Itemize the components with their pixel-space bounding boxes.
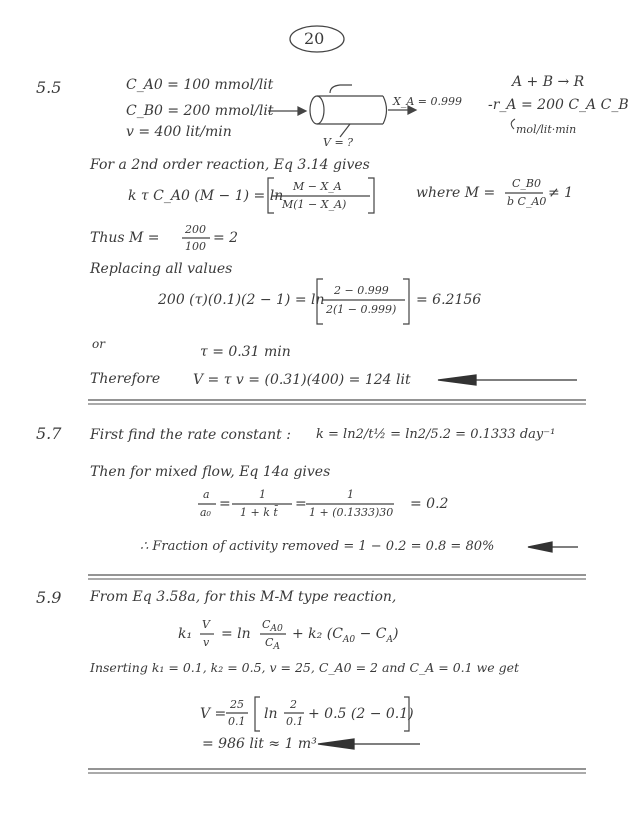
m-denominator: b C_A0 <box>507 195 547 208</box>
a-denominator: a₀ <box>200 506 211 519</box>
replacing-label: Replacing all values <box>90 261 233 277</box>
rep-lhs: 200 (τ)(0.1)(2 − 1) = ln <box>158 292 325 308</box>
v-result: = 986 lit ≈ 1 m³ <box>202 736 317 752</box>
v-frac-num: 25 <box>230 698 244 711</box>
ca-den: $C_A$ <box>265 636 281 653</box>
inserting-values: Inserting k₁ = 0.1, k₂ = 0.5, v = 25, C_A0 = 2 and C_A = 0.1 we get <box>90 660 520 675</box>
rate-constant-eq: k = ln2/t½ = ln2/5.2 = 0.1333 day⁻¹ <box>316 427 556 442</box>
m-not-equal: ≠ 1 <box>548 185 574 201</box>
mixed-frac2-num: 1 <box>347 488 354 501</box>
conversion: X_A = 0.999 <box>393 95 462 108</box>
v-lhs: V = <box>200 706 227 722</box>
v-rest: + 0.5 (2 − 0.1) <box>308 706 414 722</box>
k1: k₁ <box>178 626 193 642</box>
problem-label-5-9: 5.9 <box>36 588 62 607</box>
equals-2: = <box>295 496 307 512</box>
v-den: v <box>203 636 210 649</box>
a-numerator: a <box>203 488 210 501</box>
problem-label-5-5: 5.5 <box>36 78 62 97</box>
answer-arrow-icon <box>528 542 578 552</box>
equals-1: = <box>219 496 231 512</box>
v-ln-den: 0.1 <box>286 715 304 728</box>
v-frac-den: 0.1 <box>228 715 246 728</box>
rate-units-hook <box>511 119 515 129</box>
mixed-frac1-den: 1 + k t̄ <box>240 506 278 519</box>
rate-law: -r_A = 200 C_A C_B <box>488 97 629 113</box>
m-where: where M = <box>416 185 496 201</box>
page-number: 20 <box>304 29 325 48</box>
given-flow: v = 400 lit/min <box>126 124 232 140</box>
v-left-bracket <box>255 697 260 731</box>
v-ln: ln <box>264 706 278 722</box>
reaction: A + B → R <box>512 74 585 90</box>
ca0-num: $C_{A0}$ <box>262 618 283 635</box>
v-ln-num: 2 <box>290 698 297 711</box>
mixed-frac1-num: 1 <box>259 488 266 501</box>
thus-label: Thus M = <box>90 230 160 246</box>
mixed-frac2-den: 1 + (0.1333)30 <box>309 506 394 519</box>
eq314-intro: For a 2nd order reaction, Eq 3.14 gives <box>90 157 370 173</box>
plug-flow-reactor-icon <box>268 85 416 137</box>
rate-units: mol/lit·min <box>516 123 577 136</box>
rep-value: = 6.2156 <box>416 292 482 308</box>
rep-denominator: 2(1 − 0.999) <box>326 303 397 316</box>
rate-constant-intro: First find the rate constant : <box>90 427 291 443</box>
or-label: or <box>92 337 105 351</box>
problem-label-5-7: 5.7 <box>36 424 62 443</box>
mm-ln: = ln <box>221 626 251 642</box>
volume-result: V = τ v = (0.31)(400) = 124 lit <box>193 372 411 388</box>
eq314-numerator: M − X_A <box>293 180 342 193</box>
tau-result: τ = 0.31 min <box>200 344 291 360</box>
eq314-denominator: M(1 − X_A) <box>282 198 347 211</box>
eq314-lhs: k τ C_A0 (M − 1) = ln <box>128 188 284 204</box>
thus-value: = 2 <box>213 230 239 246</box>
given-cb0: C_B0 = 200 mmol/lit <box>126 103 274 119</box>
rep-numerator: 2 − 0.999 <box>334 284 389 297</box>
rep-right-bracket <box>403 279 409 324</box>
a-ratio-value: = 0.2 <box>410 496 449 512</box>
therefore-label: Therefore <box>90 371 161 387</box>
thus-denominator: 100 <box>185 240 206 253</box>
answer-arrow-icon <box>318 739 420 749</box>
mm-intro: From Eq 3.58a, for this M-M type reaction, <box>90 589 397 605</box>
m-numerator: C_B0 <box>512 177 541 190</box>
answer-arrow-icon <box>438 375 577 385</box>
thus-numerator: 200 <box>185 223 206 236</box>
v-num: V <box>202 618 210 631</box>
mixed-flow-intro: Then for mixed flow, Eq 14a gives <box>90 464 331 480</box>
mm-rest: + k₂ $(C_{A0} - C_A)$ <box>292 626 399 645</box>
fraction-removed: ∴ Fraction of activity removed = 1 − 0.2 = 0.8 = 80% <box>140 539 495 554</box>
volume-question: V = ? <box>323 136 354 149</box>
given-ca0: C_A0 = 100 mmol/lit <box>126 77 274 93</box>
